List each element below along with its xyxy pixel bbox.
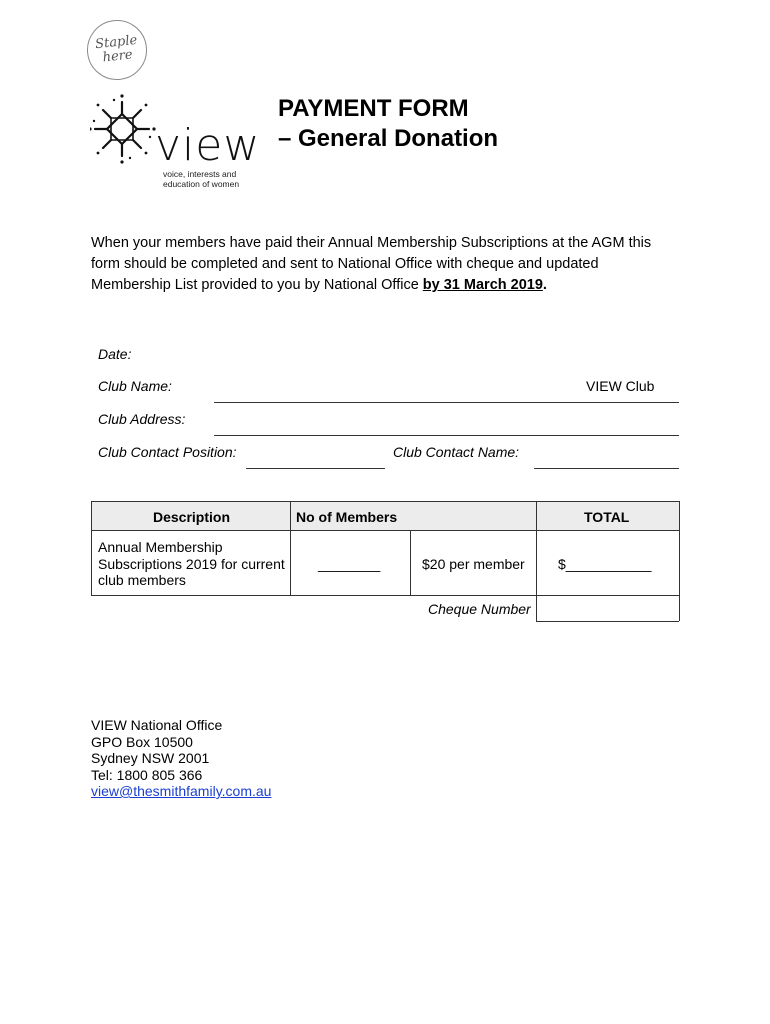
office-city: Sydney NSW 2001 [91,750,210,766]
staple-line-2: here [101,47,134,66]
table-border-left [91,501,92,595]
row-description-line-1: Annual Membership [98,539,223,555]
intro-line-3 [91,275,547,296]
office-name: VIEW National Office [91,717,223,733]
rate-per-member: $20 per member [422,556,525,572]
contact-name-label: Club Contact Name: [393,444,520,460]
club-name-label: Club Name: [98,378,172,394]
table-col-divider-2 [410,530,411,595]
intro-line-1: When your members have paid their Annual Membership Subscriptions at the AGM this [91,235,652,251]
deadline-date: by 31 March 2019 [422,277,543,293]
office-address [91,717,271,800]
club-address-line[interactable] [214,435,679,436]
cheque-cell-bottom [536,621,679,622]
intro-line-2: form should be completed and sent to National Office with cheque and updated [91,256,599,272]
header-description: Description [153,509,231,525]
logo-tagline-2: education of women [163,179,240,189]
row-description [98,539,285,589]
office-po-box: GPO Box 10500 [91,733,193,750]
table-border-right [679,501,680,621]
staple-here-stamp [84,17,150,83]
contact-name-line[interactable] [534,468,679,469]
cheque-number-field[interactable] [537,596,679,621]
office-phone: Tel: 1800 805 366 [91,766,203,783]
total-blank[interactable]: $___________ [558,556,652,572]
table-header-divider [91,530,679,531]
header-members: No of Members [296,509,398,525]
intro-line-3-suffix: . [542,277,547,293]
contact-position-label: Club Contact Position: [98,444,237,460]
cheque-number-label: Cheque Number [428,601,531,617]
header-total: TOTAL [584,509,630,525]
page-subtitle: – General Donation [278,125,499,152]
club-name-value[interactable]: VIEW Club [586,378,655,394]
table-border-top [91,501,679,502]
table-col-divider-1 [290,501,291,595]
page-title: PAYMENT FORM [278,95,469,122]
club-address-label: Club Address: [98,411,186,427]
office-email-link[interactable]: view@thesmithfamily.com.au [91,783,272,799]
row-description-line-3: club members [98,572,186,588]
contact-position-line[interactable] [246,468,385,469]
logo-wordmark: view [155,120,261,171]
logo-tagline-1: voice, interests and [163,169,237,179]
staple-line-1: Staple [94,32,138,53]
intro-line-3-prefix: Membership List provided to you by National Office [91,277,423,293]
members-count-blank[interactable]: ________ [318,556,381,572]
date-label: Date: [98,346,132,362]
row-description-line-2: Subscriptions 2019 for current [98,555,285,572]
club-name-line [214,402,679,403]
